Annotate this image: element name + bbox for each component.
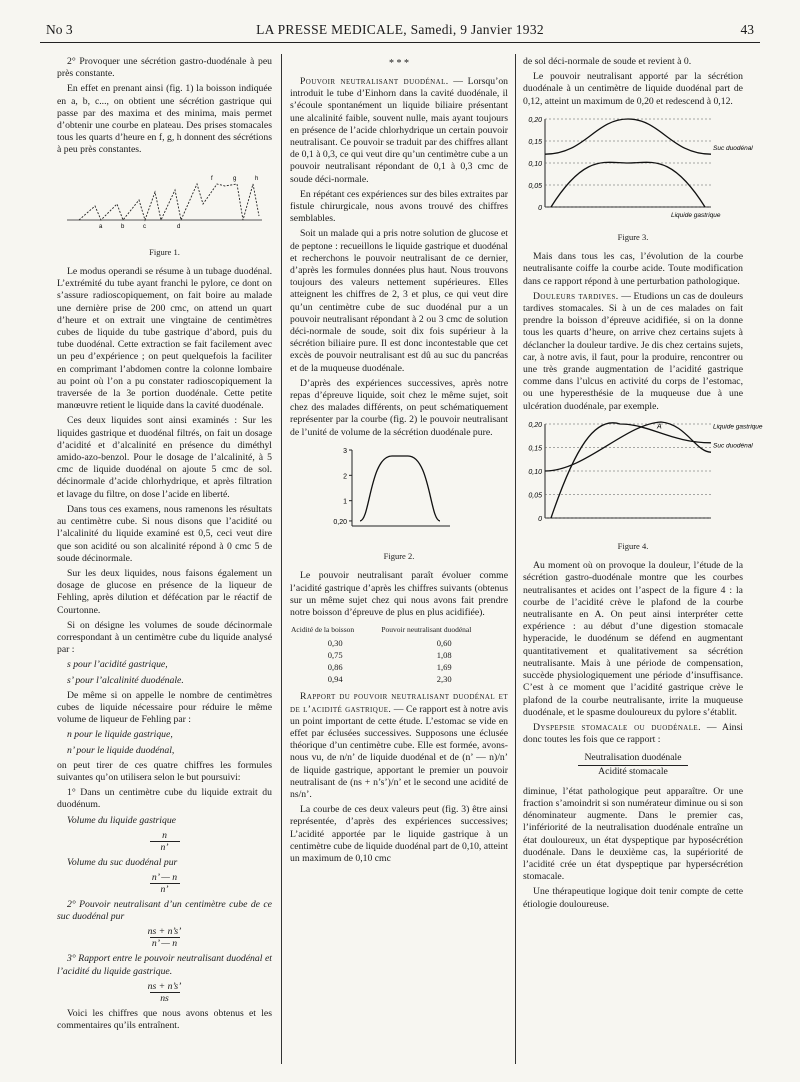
svg-text:b: b <box>121 223 125 230</box>
figure-3-caption: Figure 3. <box>617 232 649 243</box>
series-line-neutralisant <box>360 456 440 521</box>
section-heading: Douleurs tardives. <box>533 290 619 302</box>
tick-label: 2 <box>343 473 347 481</box>
column-divider <box>281 54 282 1064</box>
tick-label: 0,15 <box>528 445 542 453</box>
annotation-A: A <box>657 423 662 431</box>
paragraph: Voici les chiffres que nous avons obtenus et les commentaires qu’ils entraînent. <box>57 1007 272 1031</box>
section-stars: * * * <box>389 58 409 69</box>
paragraph: Ces deux liquides sont ainsi examinés : Sur les liquides gastrique et duodénal filtrés, on fait un dosage d’acidité et d’alcalinité en présence du diméthyl amido-azo-benzol. Pour le dosage de l’alcalinité, à 5 cmc de liquide duodénal on ajoute 5 cmc de sol. décinormale d’acide chlorhydrique, et après filtration et lavage du filtre, on dose l’acide en liberté. <box>57 415 272 500</box>
formula-numerator: ns + n’s’ <box>147 926 182 938</box>
paragraph: La courbe de ces deux valeurs peut (fig. 3) être ainsi représentée, d’après des expériences successives; L’acidité apportée par le liquide gastrique à un centimètre cube de liquide duodénal part de 0,10, atteint un maximum de 0,10 cmc <box>290 804 508 864</box>
tick-label: 0,20 <box>528 116 542 124</box>
svg-text:c: c <box>143 223 146 230</box>
formula <box>57 981 272 1004</box>
formula-label: 3° Rapport entre le pouvoir neutralisant duodénal et l’acidité du liquide gastrique. <box>57 953 272 977</box>
tick-label: 0,05 <box>528 492 542 500</box>
paragraph: Si on désigne les volumes de soude décinormale correspondant à un centimètre cube du liquide analysé par : <box>57 619 272 656</box>
section-heading: Rapport du pouvoir neutralisant duodénal et de l’acidité gastrique. <box>290 691 508 715</box>
figure-3-chart <box>523 111 753 223</box>
formula-numerator: n’ — n <box>151 871 178 883</box>
table-row <box>290 673 508 685</box>
paragraph: 1° Dans un centimètre cube du liquide extrait du duodénum. <box>57 787 272 811</box>
table-cell: 0,75 <box>327 650 343 661</box>
list-item: s’ pour l’alcalinité duodénale. <box>67 674 184 686</box>
table-cell: 0,30 <box>327 638 343 649</box>
paragraph: Sur les deux liquides, nous faisons également un dosage de glucose en présence de la liqueur de Fehling, après dilution et défécation par le réactif de Courtonne. <box>57 567 272 616</box>
figure-1 <box>57 160 272 238</box>
paragraph: De même si on appelle le nombre de centimètres cubes de liquide nécessaire pour réduire le même volume de liqueur de Fehling par : <box>57 689 272 726</box>
section-heading: Pouvoir neutralisant duodénal. <box>300 76 449 87</box>
page-header <box>40 20 760 43</box>
formula <box>57 830 272 853</box>
paragraph: — Ainsi donc toutes les fois que ce rapport : <box>523 721 743 746</box>
table-header: Pouvoir neutralisant duodénal <box>381 625 472 635</box>
ratio-numerator: Neutralisation duodénale <box>578 752 687 765</box>
formula-numerator: n <box>162 829 167 841</box>
svg-text:d: d <box>177 223 181 230</box>
tick-label: 0 <box>538 515 542 523</box>
paragraph: — Lorsqu’on introduit le tube d’Einhorn dans la cavité duodénale, il s’écoule spontanément un liquide biliaire présentant une alcalinité faible, souvent nulle, mais ayant toujours en présence de l’acide chlorhydrique un certain pouvoir neutralisant. Ce pouvoir se traduit par des chiffres allant de 0,1 à 0,3, ce qui veut dire qu’un centimètre cube a un pouvoir neutralisant répondant de 0,1 à 0,3 cmc de soude déci-normale. <box>290 76 509 185</box>
paragraph: diminue, l’état pathologique peut apparaître. Or une fraction s’amoindrit si son numérateur diminue ou si son dénominateur augmente. Dans le premier cas, l’infériorité de la neutralisation duodénale entraîne un état douloureux, un état dyspeptique par hyposécrétion duodénale. Dans le deuxième cas, la supériorité de l’acidité crée un état dyspeptique par hypersécrétion stomacale. <box>523 785 743 883</box>
figure-1-caption: Figure 1. <box>149 246 180 257</box>
paragraph: Une thérapeutique logique doit tenir compte de cette étiologie douloureuse. <box>523 886 743 910</box>
tick-label: 0,10 <box>528 468 542 476</box>
tick-label: 0,10 <box>528 160 542 168</box>
ratio-formula <box>523 752 743 777</box>
paragraph: En répétant ces expériences sur des biles extraites par fistule chirurgicale, nous avons trouvé des chiffres semblables. <box>290 188 508 225</box>
paragraph: Au moment où on provoque la douleur, l’étude de la sécrétion gastro-duodénale montre que les courbes neutralisantes et acides ont l’aspect de la figure 4 : la courbe de l’acidité crève le plafond de la courbe neutralisante en A. On peut ainsi interpréter cette expérience : au début d’une digestion stomacale hyperacide, le duodénum se défend en augmentant quantitativement et qualitativement sa sécrétion neutralisante. Mais à une période de compensation, succède physiologiquement une période d’insuffisance. C’est à ce moment que l’acidité gastrique crève le plafond de la courbe neutralisante, irrite la muqueuse duodénale, et le spasme douloureux du pylore s’établit. <box>523 560 743 718</box>
tick-label: 0,20 <box>528 421 542 429</box>
table-cell: 1,08 <box>436 650 452 661</box>
formula-numerator: ns + n’s’ <box>147 980 182 992</box>
formula-label: 2° Pouvoir neutralisant d’un centimètre cube de ce suc duodénal pur <box>57 898 272 923</box>
formula-denominator: n’ — n <box>151 938 178 950</box>
series-line-liquide-gastrique <box>551 162 705 207</box>
table-row <box>290 637 508 649</box>
paragraph: Le pouvoir neutralisant paraît évoluer comme l’acidité gastrique d’après les chiffres suivants (obtenus sur un même sujet chez qui nous avons fait prendre notre boisson d’épreuve de plus en plus acidifiée). <box>290 570 508 618</box>
series-label-liquide: Liquide gastrique <box>713 423 763 431</box>
paragraph: — Etudions un cas de douleurs tardives stomacales. Si à un de ces malades on fait prendre la boisson d’épreuve acidifiée, si on la donne tous les quarts d’heure, on arrive chez certains sujets à déclancher la douleur tardive. Je dis chez certains sujets, car, à notre avis, il faut, pour la produire, rencontrer ou une très grande augmentation de l’acidité gastrique comme dans l’ulcus en activité du corps de l’estomac, ou une hyperesthésie de la muqueuse due à une ulcération duodénale, par exemple. <box>523 290 744 412</box>
section-heading: Dyspepsie stomacale ou duodénale. <box>533 721 701 733</box>
series-line-suc-duodenal <box>545 119 711 154</box>
series-line-suc-duodenal <box>545 422 711 471</box>
figure-2-chart <box>290 442 508 542</box>
tick-label: 3 <box>343 447 347 455</box>
table-cell: 0,94 <box>327 674 343 685</box>
svg-text:a: a <box>99 223 103 230</box>
series-label-suc: Suc duodénal <box>713 144 753 152</box>
data-table <box>290 623 508 685</box>
formula <box>57 926 272 949</box>
table-row <box>290 661 508 673</box>
figure-4-caption: Figure 4. <box>617 541 649 552</box>
paragraph: 2° Provoquer une sécrétion gastro-duodénale à peu près constante. <box>57 56 272 80</box>
table-cell: 1,69 <box>436 662 452 673</box>
paragraph: D’après des expériences successives, après notre repas d’épreuve liquide, soit chez le même sujet, soit chez des malades différents, on peut schématiquement représenter par la courbe (fig. 2) le pouvoir neutralisant de l’unité de volume de la sécrétion duodénale pure. <box>290 377 508 438</box>
formula-label: Volume du liquide gastrique <box>67 814 176 826</box>
paragraph: Le pouvoir neutralisant apporté par la sécrétion duodénale à un centimètre de liquide duodénal part de 0,12, atteint un maximum de 0,20 et redescend à 0,12. <box>523 71 743 107</box>
tick-label: 0,15 <box>528 138 542 146</box>
formula <box>57 872 272 895</box>
tick-label: 1 <box>343 498 347 506</box>
journal-title: LA PRESSE MEDICALE, Samedi, 9 Janvier 1932 <box>256 22 544 37</box>
formula-denominator: ns <box>160 992 169 1004</box>
paragraph: En effet en prenant ainsi (fig. 1) la boisson indiquée en a, b, c..., on obtient une sécrétion gastrique qui passe par des maxima et des minima, mais permet d’obtenir une courbe en plateau. Des prises stomacales tous les quarts d’heure en f, g, h donnent des sécrétions à peu près constantes. <box>57 83 272 156</box>
tick-label: 0,20 <box>333 518 347 526</box>
table-header: Acidité de la boisson <box>291 625 355 635</box>
series-line-liquide-gastrique <box>551 423 711 518</box>
formula-denominator: n’ <box>160 841 169 853</box>
formula-label: Volume du suc duodénal pur <box>67 856 178 868</box>
paragraph: — Ce rapport est à notre avis un point important de cette étude. L’estomac se vide en effet par éclusées successives. Supposons une éclusée théorique d’un centimètre cube. Elle est formée, avons-nous vu, de n/n’ de liquide duodénal et de (n’ — n)/n’ de liquide gastrique, apportant le premier un pouvoir neutralisant de (ns + n’s’)/n’ et le second une acidité de ns/n’. <box>290 703 508 800</box>
paragraph: Dans tous ces examens, nous ramenons les résultats au centimètre cube. Si nous disons que l’acidité ou l’alcalinité du liquide examiné est 0,5, ceci veut dire que son acidité ou son alcalinité répond à 0 cmc 5 de soude décinormale. <box>57 503 272 564</box>
column-1 <box>57 56 272 1035</box>
paragraph: Soit un malade qui a pris notre solution de glucose et de peptone : recueillons le liquide gastrique et duodénal et recherchons le pouvoir neutralisant de ce dernier, d’après les formules données plus haut. Nous trouvons toujours des valeurs nettement supérieures. Elles atteignent les chiffres de 2, 3 et plus, ce qui veut dire qu’un centimètre cube de suc duodénal pur a un pouvoir neutralisant répondant à 2 ou 3 cmc de solution déci-normale de soude, soit dix fois supérieur à la sécrétion biliaire pure. Il est donc incontestable que cet excès de pouvoir neutralisant est dû au suc du pancréas et de la muqueuse duodénale. <box>290 228 508 374</box>
table-cell: 2,30 <box>436 674 452 685</box>
ratio-denominator: Acidité stomacale <box>598 765 668 777</box>
tick-label: 0 <box>538 204 542 212</box>
issue-number: No 3 <box>46 22 73 37</box>
paragraph: on peut tirer de ces quatre chiffres les formules suivantes qu’on utilisera selon le but poursuivi: <box>57 759 272 783</box>
list-item: n’ pour le liquide duodénal, <box>67 744 175 756</box>
paragraph: Mais dans tous les cas, l’évolution de la courbe neutralisante coiffe la courbe acide. Toute modification dans ce rapport répond à une perturbation pathologique. <box>523 251 743 287</box>
svg-text:h: h <box>255 175 259 182</box>
svg-text:f: f <box>211 175 213 182</box>
table-row <box>290 649 508 661</box>
tick-label: 0,05 <box>528 182 542 190</box>
paragraph: de sol déci-normale de soude et revient à 0. <box>523 56 692 67</box>
column-divider <box>515 54 516 1064</box>
table-cell: 0,86 <box>327 662 343 673</box>
table-cell: 0,60 <box>436 638 452 649</box>
list-item: n pour le liquide gastrique, <box>67 729 173 741</box>
series-label-suc: Suc duodénal <box>713 442 753 450</box>
figure-2-caption: Figure 2. <box>383 551 415 562</box>
column-2 <box>290 56 508 868</box>
svg-text:g: g <box>233 175 237 182</box>
formula-denominator: n’ <box>160 883 169 895</box>
page-number: 43 <box>740 22 754 37</box>
series-label-liquide: Liquide gastrique <box>671 211 721 219</box>
list-item: s pour l’acidité gastrique, <box>67 659 168 671</box>
column-3 <box>523 56 763 914</box>
figure-4-chart <box>523 416 763 532</box>
paragraph: Le modus operandi se résume à un tubage duodénal. L’extrémité du tube ayant franchi le pylore, ce dont on s’assure radioscopiquement, on fait boire au malade une dernière prise de 200 cmc, on attend un quart d’heure et on extrait une vingtaine de centimètres cubes de liquide du tube gastrique d’abord, puis du tube duodénal. Cette extraction se fait facilement avec un peu d’expérience ; on peut quelquefois la faciliter en comprimant l’abdomen contre la colonne lombaire au point où l’on a pu constater radioscopiquement la traversée de la 3e portion duodénale. Cette petite manœuvre retient le liquide dans la cavité duodénale. <box>57 266 272 412</box>
